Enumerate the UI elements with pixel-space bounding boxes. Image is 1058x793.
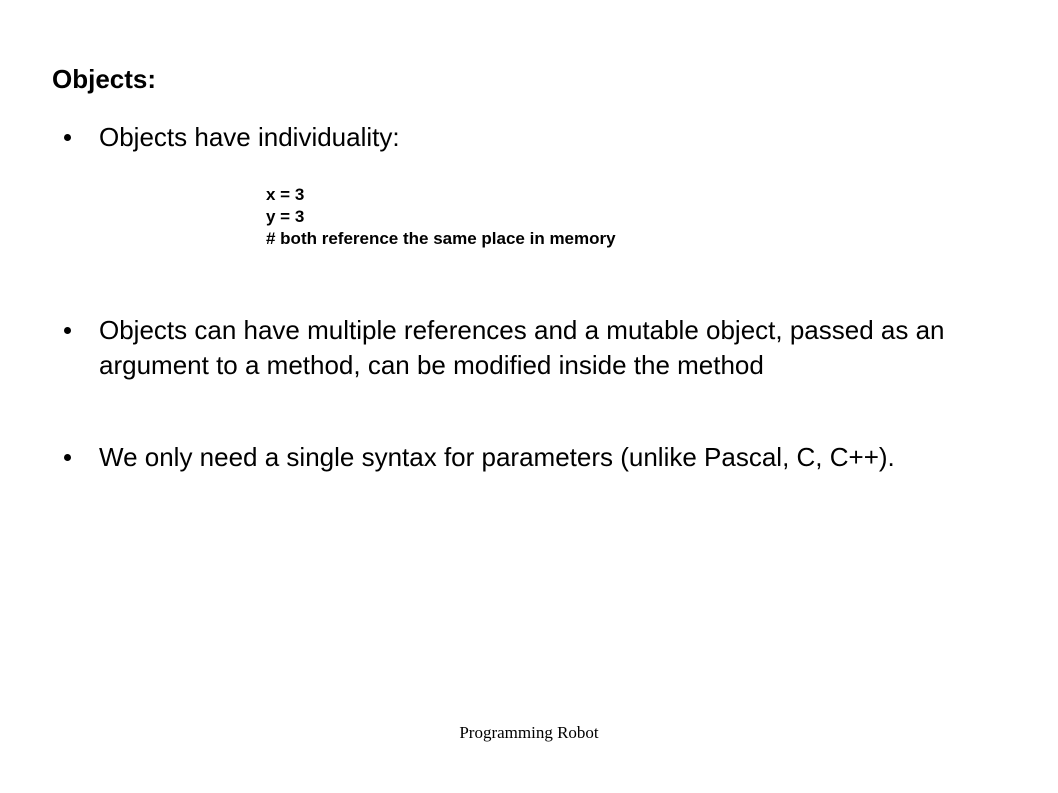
bullet-dot-icon [64,134,71,141]
code-comment-line: # both reference the same place in memory [266,229,616,248]
bullet-dot-icon [64,327,71,334]
code-line: y = 3 [266,207,305,226]
code-block [266,184,616,250]
bullet-text: Objects can have multiple references and a mutable object, passed as an argument to a method, can be modified inside the method [99,315,945,380]
bullet-text: We only need a single syntax for parameters (unlike Pascal, C, C++). [99,442,895,472]
bullet-dot-icon [64,454,71,461]
bullet-item [99,313,999,383]
bullet-text: Objects have individuality: [99,122,400,152]
code-line: x = 3 [266,185,305,204]
bullet-item [99,120,999,155]
slide-title: Objects: [52,64,157,94]
slide-footer: Programming Robot [459,723,599,742]
bullet-item [99,440,999,475]
